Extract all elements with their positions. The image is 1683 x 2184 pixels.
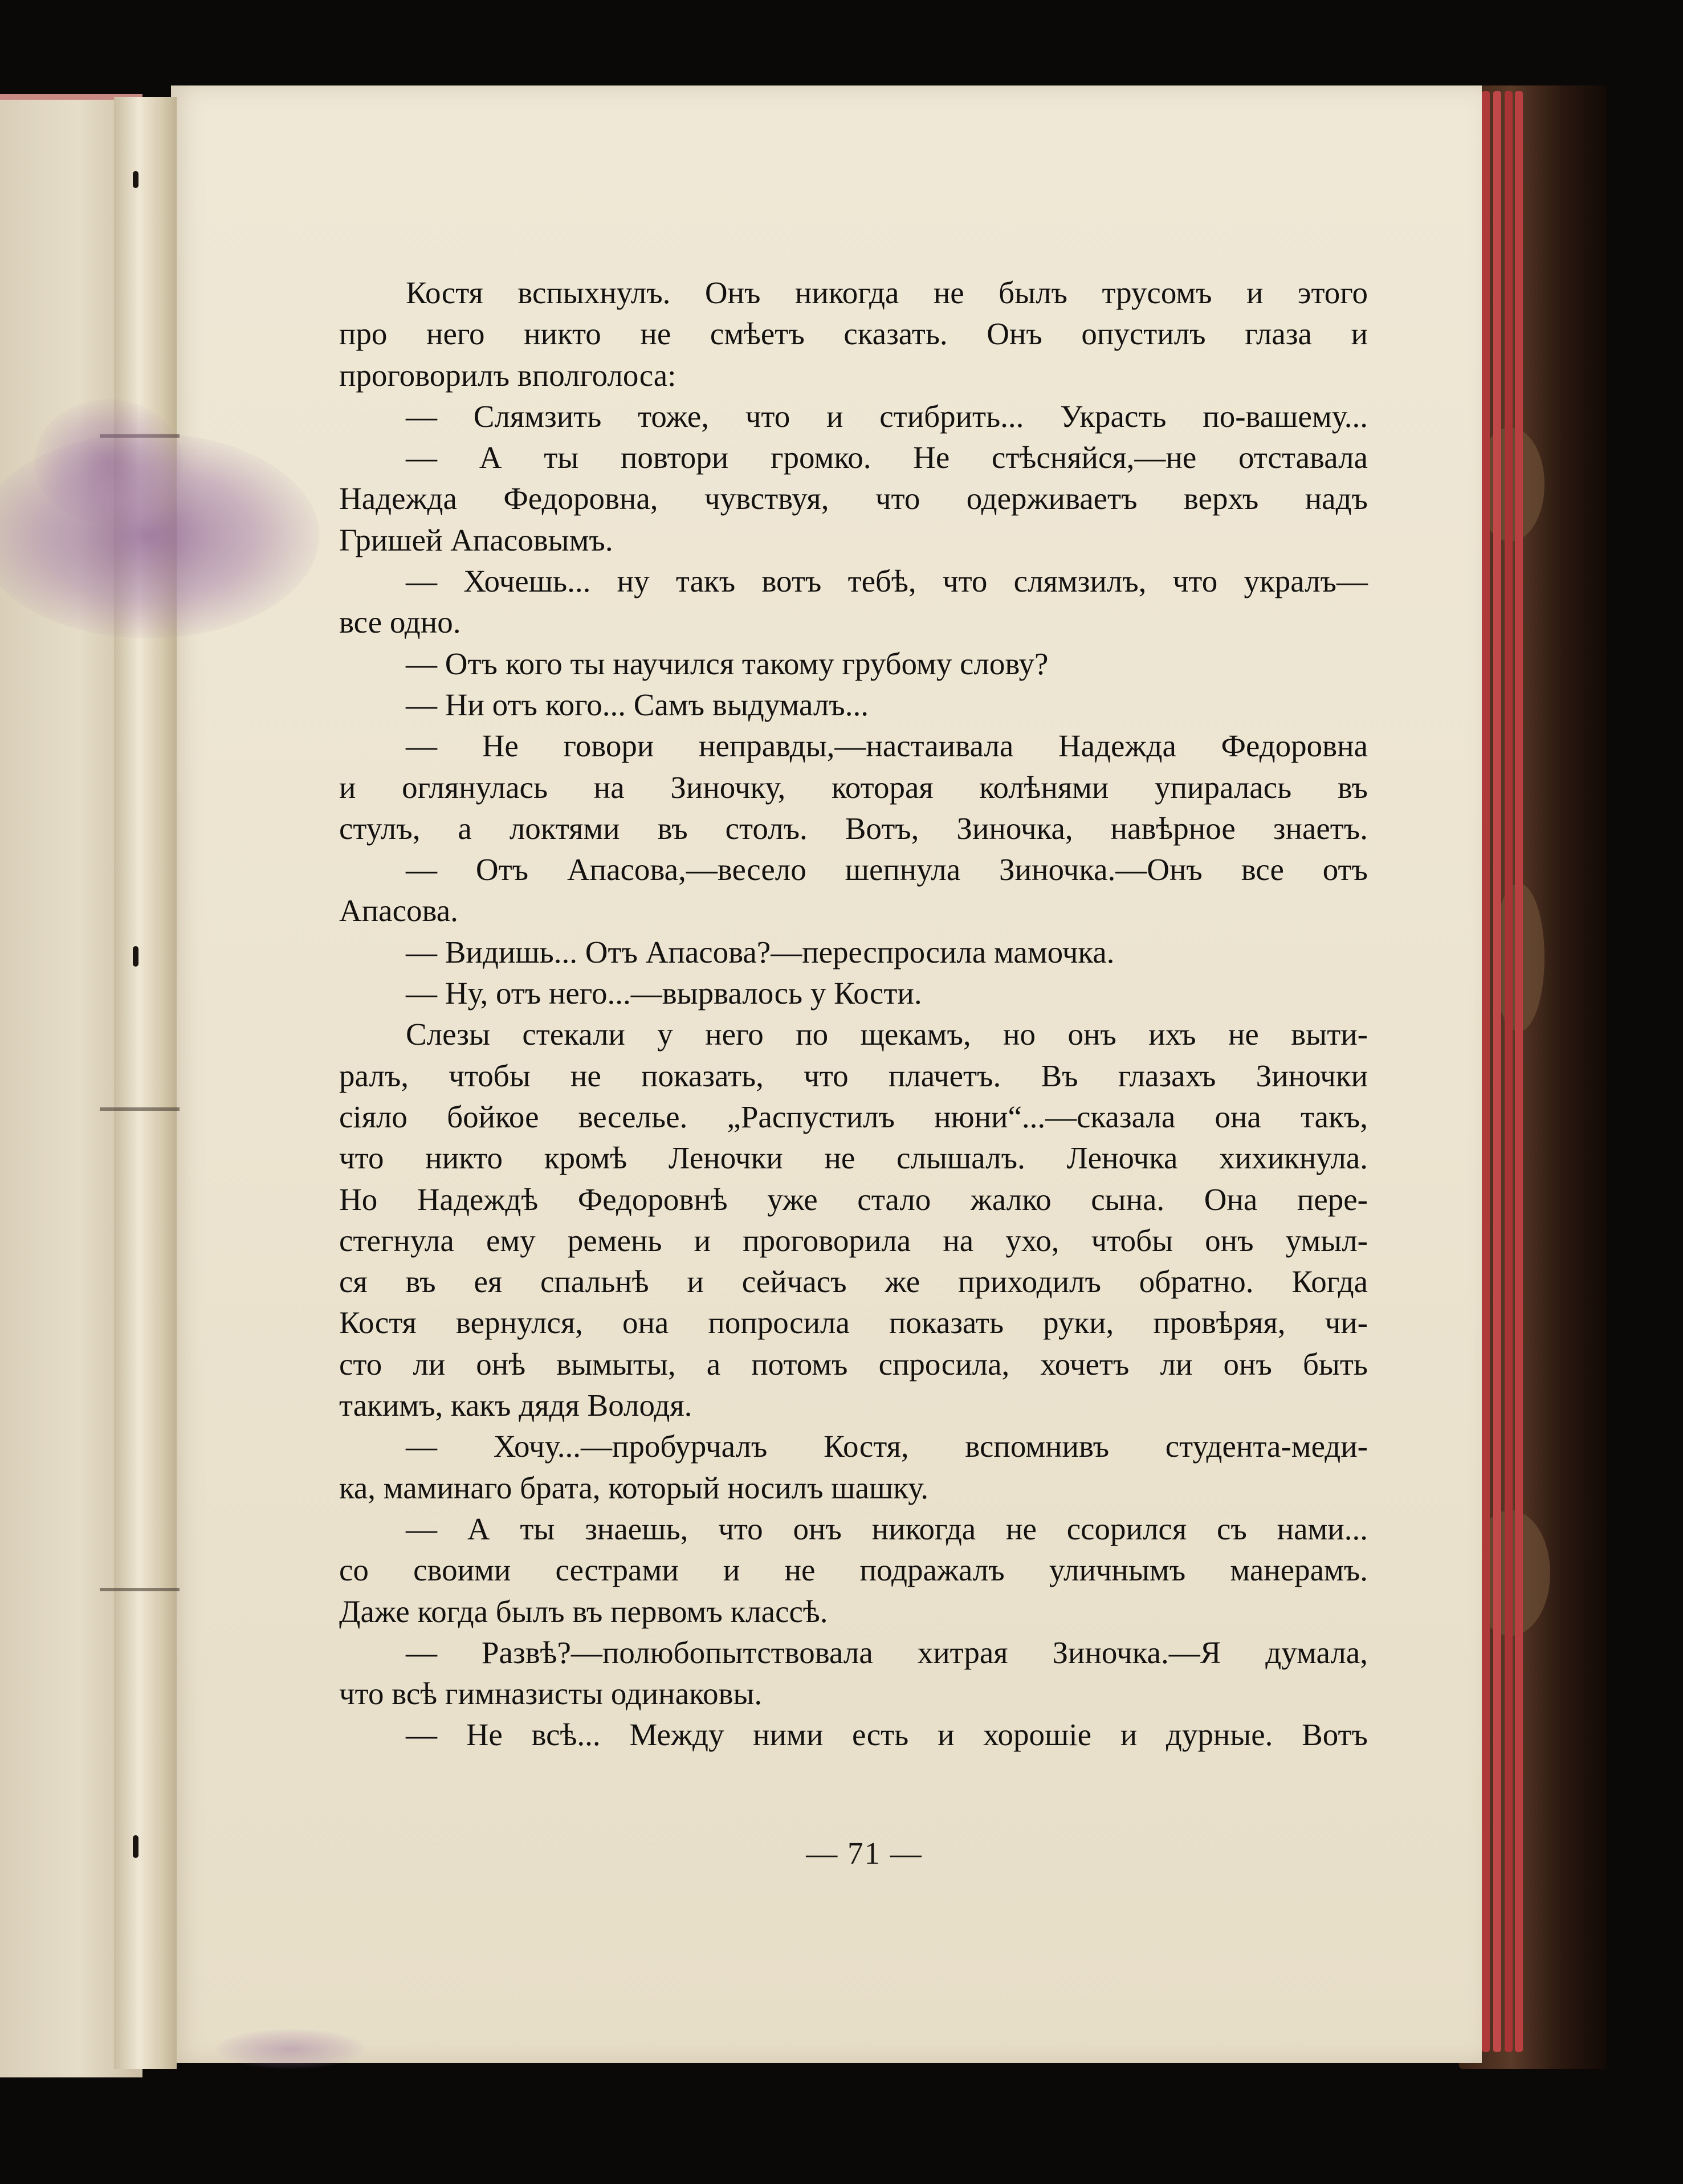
page-edge — [1515, 91, 1523, 2052]
text-line: — А ты знаешь, что онъ никогда не ссорился съ нами... — [406, 1511, 1368, 1546]
text-line: Надежда Федоровна, чувствуя, что одерживаетъ верхъ надъ — [339, 481, 1368, 516]
book-gutter — [114, 97, 177, 2069]
text-line: — Развѣ?—полюбопытствовала хитрая Зиночка.—Я думала, — [406, 1635, 1368, 1670]
ink-stain — [217, 2029, 365, 2069]
text-line: такимъ, какъ дядя Володя. — [339, 1388, 692, 1423]
text-line: — Хочешь... ну такъ вотъ тебѣ, что слямзилъ, что укралъ— — [406, 564, 1368, 599]
text-line: ралъ, чтобы не показать, что плачетъ. Въ глазахъ Зиночки — [339, 1058, 1368, 1093]
text-line: ся въ ея спальнѣ и сейчасъ же приходилъ обратно. Когда — [339, 1264, 1368, 1299]
text-line: ка, маминаго брата, который носилъ шашку. — [339, 1470, 928, 1505]
text-line: Гришей Апасовымъ. — [339, 522, 613, 557]
text-line: что всѣ гимназисты одинаковы. — [339, 1676, 763, 1712]
text-line: Костя вспыхнулъ. Онъ никогда не былъ трусомъ и этого — [406, 275, 1368, 310]
text-line: проговорилъ вполголоса: — [339, 357, 677, 393]
text-line: — Ни отъ кого... Самъ выдумалъ... — [406, 687, 869, 722]
text-line: — Хочу...—пробурчалъ Костя, вспомнивъ студента-меди- — [406, 1429, 1368, 1464]
text-line: — Отъ кого ты научился такому грубому слову? — [406, 646, 1049, 681]
binding-stitch — [133, 171, 138, 188]
text-line: — Отъ Апасова,—весело шепнула Зиночка.—Онъ все отъ — [406, 852, 1368, 887]
ink-stain — [34, 399, 182, 524]
text-line: что никто кромѣ Леночки не слышалъ. Леночка хихикнула. — [339, 1140, 1368, 1176]
page-text — [339, 272, 1368, 1756]
text-line: сто ли онѣ вымыты, а потомъ спросила, хочетъ ли онъ быть — [339, 1346, 1368, 1382]
text-line: со своими сестрами и не подражалъ уличнымъ манерамъ. — [339, 1553, 1368, 1588]
text-line: Костя вернулся, она попросила показать руки, провѣряя, чи- — [339, 1305, 1368, 1340]
page-number: — 71 — — [806, 1836, 923, 1871]
binding-thread — [100, 1588, 180, 1591]
text-line: Слезы стекали у него по щекамъ, но онъ ихъ не выти- — [406, 1017, 1368, 1052]
text-line: про него никто не смѣетъ сказать. Онъ опустилъ глаза и — [339, 316, 1368, 352]
binding-thread — [100, 1107, 180, 1111]
text-line: стулъ, а локтями въ столъ. Вотъ, Зиночка, навѣрное знаетъ. — [339, 810, 1368, 846]
text-line: — Видишь... Отъ Апасова?—переспросила мамочка. — [406, 934, 1115, 969]
binding-stitch — [133, 946, 138, 967]
page-edge — [1482, 91, 1490, 2052]
text-line: — Не говори неправды,—настаивала Надежда Федоровна — [406, 728, 1368, 764]
text-line: — Не всѣ... Между ними есть и хорошіе и дурные. Вотъ — [406, 1717, 1368, 1753]
text-line: и оглянулась на Зиночку, которая колѣнями упиралась въ — [339, 769, 1368, 805]
text-line: Даже когда былъ въ первомъ классѣ. — [339, 1594, 828, 1629]
text-line: Апасова. — [339, 893, 458, 928]
page-edge — [1505, 91, 1513, 2052]
text-line: — Слямзить тоже, что и стибрить... Украсть по-вашему... — [406, 398, 1368, 434]
text-line: все одно. — [339, 605, 461, 640]
text-line: сіяло бойкое веселье. „Распустилъ нюни“...—сказала она такъ, — [339, 1099, 1368, 1134]
page-edge — [1493, 91, 1501, 2052]
text-line: — А ты повтори громко. Не стѣсняйся,—не отставала — [406, 440, 1368, 475]
text-line: стегнула ему ремень и проговорила на ухо, чтобы онъ умыл- — [339, 1223, 1368, 1258]
text-line: — Ну, отъ него...—вырвалось у Кости. — [406, 976, 922, 1011]
text-line: Но Надеждѣ Федоровнѣ уже стало жалко сына. Она пере- — [339, 1181, 1368, 1217]
